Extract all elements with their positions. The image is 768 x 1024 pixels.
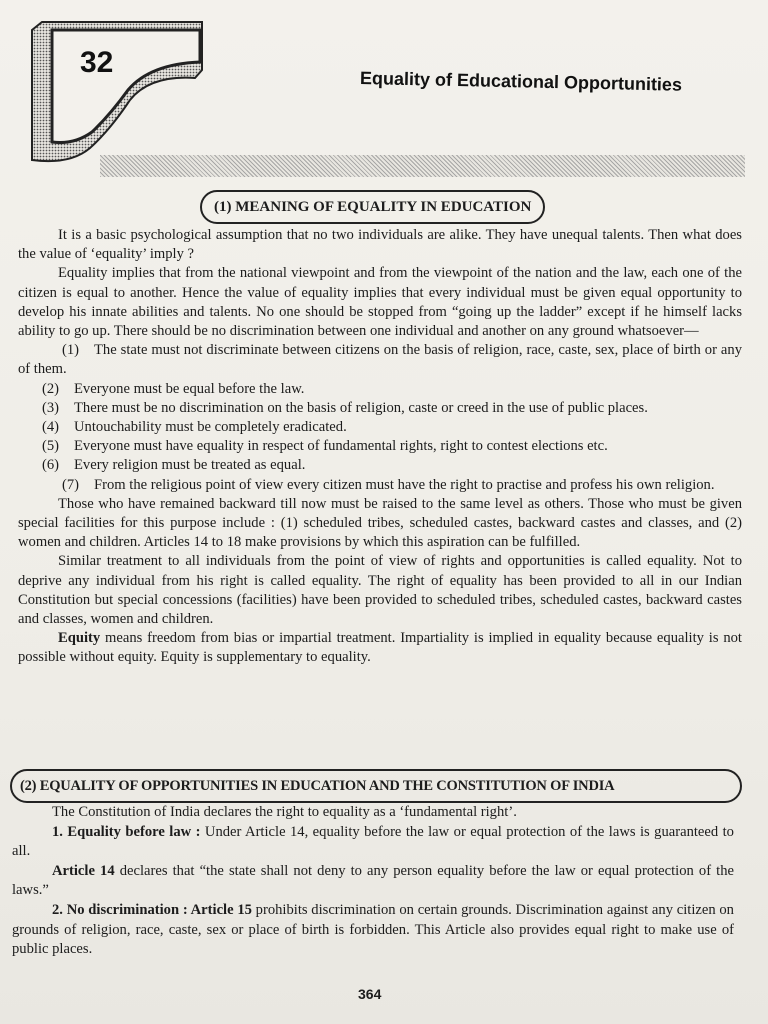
list-item-text: Everyone must be equal before the law. bbox=[74, 380, 305, 397]
paragraph bbox=[12, 862, 734, 901]
paragraph-text: prohibits discrimination on certain grounds. Discrimination against any citizen on grounds of religion, race, caste, sex or place of birth is forbidden. This Article also provides equal right to make use of public places. bbox=[12, 901, 734, 958]
list-item-number: (5) bbox=[42, 438, 60, 455]
paragraph bbox=[12, 823, 734, 862]
list-item bbox=[18, 399, 742, 418]
list-item-text: Every religion must be treated as equal. bbox=[74, 457, 306, 474]
point-number: 2. bbox=[52, 901, 63, 918]
section-heading: (1) MEANING OF EQUALITY IN EDUCATION bbox=[200, 190, 545, 224]
bold-term: Equality before law : bbox=[67, 823, 201, 840]
page-number: 364 bbox=[358, 986, 382, 1002]
list-item-number: (2) bbox=[42, 380, 60, 397]
list-item bbox=[18, 380, 742, 399]
list-item bbox=[18, 437, 742, 456]
list-item-number: (4) bbox=[42, 419, 60, 436]
chapter-number-badge bbox=[30, 20, 205, 170]
bold-term: No discrimination : Article 15 bbox=[66, 901, 252, 918]
section-body bbox=[12, 803, 734, 960]
list-item-number: (6) bbox=[42, 457, 60, 474]
list-item-number: (3) bbox=[42, 399, 60, 416]
list-item-text: From the religious point of view every citizen must have the right to practise and profess his own religion. bbox=[94, 476, 715, 493]
bold-term: Article 14 bbox=[52, 862, 115, 879]
paragraph bbox=[18, 629, 742, 667]
section-heading: (2) EQUALITY OF OPPORTUNITIES IN EDUCATION AND THE CONSTITUTION OF INDIA bbox=[10, 769, 742, 803]
paragraph: It is a basic psychological assumption that no two individuals are alike. They have unequal talents. Then what does the value of ‘equality’ imply ? bbox=[18, 227, 742, 263]
paragraph-text: Under Article 14, equality before the law or equal protection of the laws is guaranteed to all. bbox=[12, 823, 734, 860]
chapter-title: Equality of Educational Opportunities bbox=[359, 68, 683, 95]
list-item bbox=[18, 341, 742, 379]
list-item bbox=[18, 456, 742, 475]
bold-term: Equity bbox=[58, 630, 101, 647]
chapter-number: 32 bbox=[80, 46, 114, 79]
list-item-number: (1) bbox=[62, 342, 80, 359]
decorative-stripe bbox=[100, 155, 745, 177]
paragraph-text: means freedom from bias or impartial treatment. Impartiality is implied in equality because equality is not possible without equity. Equity is supplementary to equality. bbox=[18, 630, 742, 666]
paragraph: Similar treatment to all individuals from the point of view of rights and opportunities is called equality. Not to deprive any individual from his right is called equality. The right of equality has been provided to all in our Indian Constitution but special concessions (facilities) have been provided to scheduled tribes, scheduled castes, backward castes and classes, women and children. bbox=[18, 553, 742, 628]
paragraph: Those who have remained backward till now must be raised to the same level as others. Those who must be given special facilities for this purpose include : (1) scheduled tribes, scheduled castes, backward castes and classes, and (2) women and children. Articles 14 to 18 make provisions by which this aspiration can be fulfilled. bbox=[18, 495, 742, 551]
list-item bbox=[18, 476, 742, 495]
paragraph: Equality implies that from the national viewpoint and from the viewpoint of the nation and the law, each one of the citizen is equal to another. Hence the value of equality implies that every individual must be given equal opportunity to develop his innate abilities and talents. No one should be stopped from “going up the ladder” except if he himself lacks ability to go up. There should be no discrimination between one individual and another on any ground whatsoever— bbox=[18, 265, 742, 340]
point-number: 1. bbox=[52, 823, 63, 840]
list-item-text: There must be no discrimination on the basis of religion, caste or creed in the use of public places. bbox=[74, 399, 648, 416]
list-item-text: Untouchability must be completely eradicated. bbox=[74, 419, 347, 436]
list-item-text: Everyone must have equality in respect of fundamental rights, right to contest elections etc. bbox=[74, 438, 608, 455]
list-item-number: (7) bbox=[62, 476, 80, 493]
section-body bbox=[18, 226, 742, 668]
paragraph-text: declares that “the state shall not deny to any person equality before the law or equal protection of the laws.” bbox=[12, 862, 734, 899]
paragraph bbox=[12, 901, 734, 960]
paragraph: The Constitution of India declares the right to equality as a ‘fundamental right’. bbox=[52, 804, 517, 820]
list-item bbox=[18, 418, 742, 437]
list-item-text: The state must not discriminate between citizens on the basis of religion, race, caste, sex, place of birth or any of them. bbox=[18, 342, 742, 378]
